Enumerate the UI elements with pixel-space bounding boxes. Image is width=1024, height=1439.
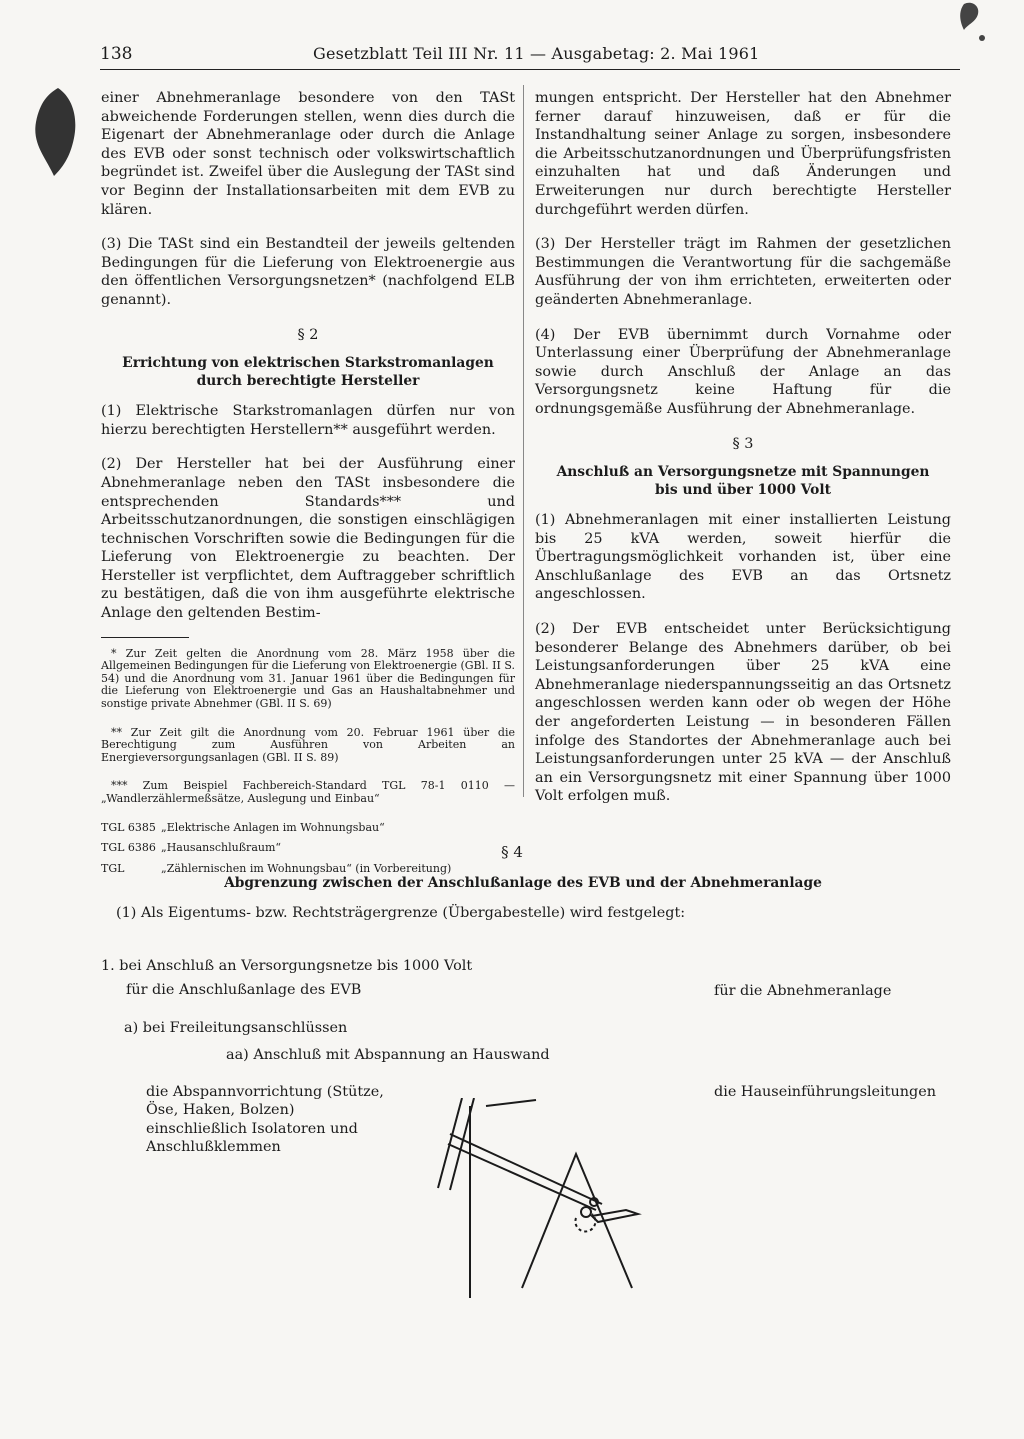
abnehmer-scope-text: die Hauseinführungsleitungen [714, 1084, 936, 1100]
footnote-text: „Elektrische Anlagen im Wohnungsbau“ [161, 820, 385, 834]
section-4-number: § 4 [501, 843, 523, 861]
insulator [581, 1207, 591, 1217]
sub-item-a: a) bei Freileitungsanschlüssen [124, 1020, 348, 1036]
pole-line [438, 1098, 462, 1188]
column-label-evb: für die Anschlußanlage des EVB [126, 982, 362, 998]
conductor-line [450, 1134, 602, 1204]
section-4-intro: (1) Als Eigentums- bzw. Rechtsträgergrenze (Übergabestelle) wird festgelegt: [116, 905, 686, 921]
section-number: § 3 [732, 435, 754, 452]
paragraph: einer Abnehmeranlage besondere von den TASt abweichende Forderungen stellen, wenn dies durch die Eigenart der Abnehmeranlage oder durch die Anlage des EVB oder sonst technisch oder volkswirtschaftlich begründet ist. Zweifel über die Auslegung der TASt sind vor Beginn der Installationsarbeiten mit dem EVB zu klären. [101, 90, 515, 218]
scan-artifact-left [18, 88, 88, 178]
right-column [535, 89, 951, 822]
page-number: 138 [100, 44, 133, 64]
paragraph: (2) Der Hersteller hat bei der Ausführung einer Abnehmeranlage neben den TASt insbesondere die entsprechenden Standards*** und Arbeitsschutzanordnungen, die sonstigen einschlägigen technischen Vorschriften sowie die Bedingungen für die Lieferung von Elektroenergie zu beachten. Der Hersteller ist verpflichtet, dem Auftraggeber schriftlich zu bestätigen, daß die von ihm ausgeführte elektrische Anlage den geltenden Bestim- [101, 456, 515, 622]
section-4-heading: Abgrenzung zwischen der Anschlußanlage des EVB und der Abnehmeranlage [224, 875, 822, 891]
section-heading: Anschluß an Versorgungsnetze mit Spannungen bis und über 1000 Volt [556, 464, 930, 499]
footnote: * Zur Zeit gelten die Anordnung vom 28. März 1958 über die Allgemeinen Bedingungen für die Lieferung von Elektroenergie (GBl. II S. 54) und die Anordnung vom 31. Januar 1961 über die Bedingungen für die Lieferung von Elektroenergie und Gas an Haushaltabnehmer und sonstige private Abnehmer (GBl. II S. 69) [101, 646, 515, 711]
scan-artifact-right [954, 0, 994, 50]
paragraph: (2) Der EVB entscheidet unter Berücksichtigung besonderer Belange des Abnehmers darüber, ob bei Leistungsanforderungen über 25 kVA eine Abnehmeranlage niederspannungsseitig an das Ortsnetz angeschlossen werden kann oder ob wegen der Höhe der angeforderten Leistung — in besonderen Fällen infolge des Standortes der Abnehmeranlage auch bei Leistungsanforderungen unter 25 kVA — der Anschluß an ein Versorgungsnetz mit einer Spannung über 1000 Volt erfolgen muß. [535, 621, 951, 805]
list-item-1: 1. bei Anschluß an Versorgungsnetze bis 1000 Volt [101, 958, 473, 974]
footnote-code: TGL [101, 861, 125, 875]
gazette-title: Gesetzblatt Teil III Nr. 11 — Ausgabetag: 2. Mai 1961 [313, 44, 760, 63]
paragraph: (1) Elektrische Starkstromanlagen dürfen nur von hierzu berechtigten Herstellern** ausgeführt werden. [101, 403, 515, 438]
paragraph: (1) Abnehmeranlagen mit einer installierten Leistung bis 25 kVA werden, soweit hierfür die Übertragungsmöglichkeit vorhanden ist, über eine Anschlußanlage des EVB an das Ortsnetz angeschlossen. [535, 512, 951, 603]
conductor-line [486, 1100, 536, 1106]
paragraph: mungen entspricht. Der Hersteller hat den Abnehmer ferner darauf hinzuweisen, daß er für die Instandhaltung seiner Anlage zu sorgen, insbesondere die Arbeitsschutzanordnungen und Überprüfungsfristen einzuhalten hat und daß Änderungen und Erweiterungen nur durch berechtigte Hersteller durchgeführt werden dürfen. [535, 90, 951, 218]
footnote-code: TGL 6385 [101, 820, 156, 834]
sub-item-aa: aa) Anschluß mit Abspannung an Hauswand [226, 1047, 550, 1063]
header-rule [100, 69, 960, 70]
paragraph: (4) Der EVB übernimmt durch Vornahme oder Unterlassung einer Überprüfung der Abnehmeranlage sowie durch Anschluß der Anlage an das Versorgungsnetz keine Haftung für die ordnungsgemäße Ausführung der Abnehmeranlage. [535, 326, 951, 417]
column-label-abnehmer: für die Abnehmeranlage [714, 983, 892, 999]
footnote: *** Zum Beispiel Fachbereich-Standard TGL 78-1 0110 — „Wandlerzählermeßsätze, Auslegung und Einbau“ [101, 779, 515, 805]
paragraph: (3) Der Hersteller trägt im Rahmen der gesetzlichen Bestimmungen die Verantwortung für die sachgemäße Ausführung der von ihm errichteten, erweiterten oder geänderten Abnehmeranlage. [535, 236, 951, 308]
wall-anchor-diagram [426, 1098, 656, 1298]
page-header [100, 44, 960, 72]
footnote-text: „Zählernischen im Wohnungsbau“ (in Vorbereitung) [161, 861, 452, 875]
footnote-rule [101, 637, 189, 638]
footnote: ** Zur Zeit gilt die Anordnung vom 20. Februar 1961 über die Berechtigung zum Ausführen von Arbeiten an Energieversorgungsanlagen (GBl. II S. 89) [101, 725, 515, 764]
footnote-text: „Hausanschlußraum“ [161, 841, 282, 855]
evb-scope-text: die Abspannvorrichtung (Stütze, Öse, Haken, Bolzen) einschließlich Isolatoren und Anschlußklemmen [146, 1084, 384, 1156]
section-number: § 2 [297, 326, 319, 343]
paragraph: (3) Die TASt sind ein Bestandteil der jeweils geltenden Bedingungen für die Lieferung von Elektroenergie aus den öffentlichen Versorgungsnetzen* (nachfolgend ELB genannt). [101, 236, 515, 308]
footnote-code: TGL 6386 [101, 841, 156, 855]
section-heading: Errichtung von elektrischen Starkstromanlagen durch berechtigte Hersteller [122, 355, 494, 390]
left-column [101, 89, 515, 883]
footnote-line [101, 822, 515, 835]
wall-hook [592, 1210, 638, 1222]
column-divider [523, 85, 524, 797]
